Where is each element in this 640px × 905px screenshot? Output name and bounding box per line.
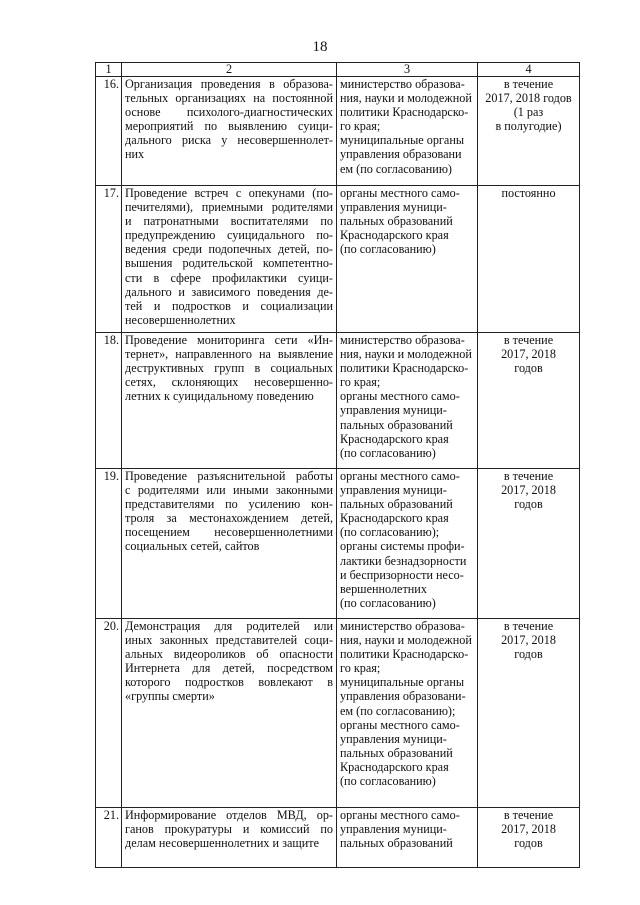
text-line: летних к суицидальному поведению xyxy=(125,389,314,404)
text-line: дального и зависимого поведения де- xyxy=(125,284,333,299)
text-line: троля за местонахождением детей, xyxy=(125,511,333,526)
text-line: годов xyxy=(514,836,543,851)
text-line: в течение xyxy=(503,469,554,483)
row-number: 21. xyxy=(96,808,122,868)
text-line: пальных образований xyxy=(340,745,453,760)
event-description xyxy=(122,808,337,868)
text-line: пальных образований xyxy=(340,836,453,851)
event-description xyxy=(122,77,337,186)
text-line: муниципальные органы xyxy=(340,675,465,690)
text-line: пальных образований xyxy=(340,497,453,512)
text-line: годов xyxy=(514,497,543,512)
row-number: 17. xyxy=(96,186,122,333)
table-row xyxy=(96,808,580,868)
text-line: (1 раз xyxy=(513,105,544,120)
text-line: сетях, склоняющих несовершенно- xyxy=(125,375,333,390)
text-line: политики Краснодарско- xyxy=(340,361,469,376)
column-header-event: 2 xyxy=(122,63,337,77)
text-line: органы системы профи- xyxy=(340,539,465,554)
text-line: ганов прокуратуры и комиссий по xyxy=(125,822,333,837)
text-line: 2017, 2018 xyxy=(501,822,556,837)
text-line: управления образовани xyxy=(340,147,462,162)
execution-term xyxy=(478,619,580,808)
measures-table xyxy=(95,62,580,868)
text-line: сти в сфере профилактики суици- xyxy=(125,270,333,285)
execution-term xyxy=(478,333,580,469)
text-line: го края; xyxy=(340,375,381,390)
text-line: постоянно xyxy=(501,186,556,200)
text-line: (по согласованию) xyxy=(340,595,436,610)
text-line: муниципальные органы xyxy=(340,133,465,148)
text-line: посещением несовершеннолетними xyxy=(125,525,333,540)
text-line: Краснодарского края xyxy=(340,431,449,446)
text-line: 2017, 2018 xyxy=(501,483,556,498)
column-header-responsible: 3 xyxy=(337,63,478,77)
text-line: в полугодие) xyxy=(495,119,562,134)
responsible-executors xyxy=(337,469,478,619)
text-line: министерство образова- xyxy=(340,77,465,91)
column-header-number: 1 xyxy=(96,63,122,77)
text-line: управления муници- xyxy=(340,483,447,498)
text-line: дального риска у несовершеннолет- xyxy=(125,133,333,148)
text-line: управления муници- xyxy=(340,822,447,837)
text-line: Демонстрация для родителей или xyxy=(125,619,333,633)
text-line: Проведение встреч с опекунами (по- xyxy=(125,186,333,200)
text-line: ния, науки и молодежной xyxy=(340,633,472,648)
text-line: органы местного само- xyxy=(340,808,460,822)
text-line: пальных образований xyxy=(340,417,453,432)
execution-term xyxy=(478,186,580,333)
text-line: управления образовани- xyxy=(340,689,466,704)
text-line: печителями), приемными родителями xyxy=(125,200,333,215)
responsible-executors xyxy=(337,619,478,808)
execution-term xyxy=(478,469,580,619)
text-line: тей и подростков и социализации xyxy=(125,298,333,313)
text-line: Краснодарского края xyxy=(340,228,449,243)
table-row xyxy=(96,186,580,333)
text-line: 2017, 2018 xyxy=(501,347,556,362)
event-description xyxy=(122,186,337,333)
text-line: (по согласованию) xyxy=(340,242,436,257)
text-line: Информирование отделов МВД, ор- xyxy=(125,808,333,822)
text-line: в течение xyxy=(503,77,554,91)
event-description xyxy=(122,619,337,808)
text-line: ведения среди подопечных детей, по- xyxy=(125,242,333,257)
text-line: Интернета для детей, посредством xyxy=(125,661,333,676)
text-line: ния, науки и молодежной xyxy=(340,91,472,106)
text-line: (по согласованию) xyxy=(340,774,436,789)
text-line: социальных сетей, сайтов xyxy=(125,539,260,554)
text-line: годов xyxy=(514,647,543,662)
text-line: управления муници- xyxy=(340,200,447,215)
text-line: ния, науки и молодежной xyxy=(340,347,472,362)
execution-term xyxy=(478,77,580,186)
text-line: лактики безнадзорности xyxy=(340,553,467,568)
text-line: органы местного само- xyxy=(340,717,460,732)
text-line: которого подростков вовлекают в xyxy=(125,675,333,690)
text-line: министерство образова- xyxy=(340,619,465,633)
text-line: в течение xyxy=(503,333,554,347)
responsible-executors xyxy=(337,186,478,333)
text-line: мероприятий по выявлению суици- xyxy=(125,119,333,134)
table-row xyxy=(96,619,580,808)
text-line: 2017, 2018 годов xyxy=(485,91,572,106)
text-line: основе психолого-диагностических xyxy=(125,105,333,120)
text-line: в течение xyxy=(503,808,554,822)
text-line: с родителями или иными законными xyxy=(125,483,333,498)
text-line: и беспризорности несо- xyxy=(340,567,464,582)
text-line: пальных образований xyxy=(340,214,453,229)
responsible-executors xyxy=(337,333,478,469)
text-line: и патронатными воспитателями по xyxy=(125,214,333,229)
text-line: (по согласованию) xyxy=(340,445,436,460)
row-number: 20. xyxy=(96,619,122,808)
event-description xyxy=(122,469,337,619)
text-line: альных видеороликов об опасности xyxy=(125,647,333,662)
text-line: Краснодарского края xyxy=(340,511,449,526)
text-line: управления муници- xyxy=(340,731,447,746)
text-line: вершеннолетних xyxy=(340,581,427,596)
text-line: в течение xyxy=(503,619,554,633)
text-line: предупреждению суицидального по- xyxy=(125,228,333,243)
text-line: них xyxy=(125,147,145,162)
page-number: 18 xyxy=(312,39,328,55)
text-line: несовершеннолетних xyxy=(125,312,236,327)
text-line: вышения родительской компетентно- xyxy=(125,256,333,271)
table-header-row xyxy=(96,63,580,77)
text-line: Проведение разъяснительной работы xyxy=(125,469,333,483)
text-line: (по согласованию); xyxy=(340,525,440,540)
text-line: ем (по согласованию) xyxy=(340,161,452,176)
text-line: тельных организациях на постоянной xyxy=(125,91,333,106)
text-line: тернет», направленного на выявление xyxy=(125,347,333,362)
execution-term xyxy=(478,808,580,868)
text-line: Краснодарского края xyxy=(340,759,449,774)
responsible-executors xyxy=(337,77,478,186)
text-line: управления муници- xyxy=(340,403,447,418)
text-line: го края; xyxy=(340,661,381,676)
responsible-executors xyxy=(337,808,478,868)
text-line: деструктивных групп в социальных xyxy=(125,361,333,376)
text-line: органы местного само- xyxy=(340,469,460,483)
text-line: го края; xyxy=(340,119,381,134)
text-line: Проведение мониторинга сети «Ин- xyxy=(125,333,333,347)
text-line: политики Краснодарско- xyxy=(340,647,469,662)
event-description xyxy=(122,333,337,469)
row-number: 18. xyxy=(96,333,122,469)
text-line: Организация проведения в образова- xyxy=(125,77,333,91)
column-header-term: 4 xyxy=(478,63,580,77)
text-line: представителями по усилению кон- xyxy=(125,497,333,512)
text-line: 2017, 2018 xyxy=(501,633,556,648)
table-row xyxy=(96,77,580,186)
row-number: 19. xyxy=(96,469,122,619)
text-line: делам несовершеннолетних и защите xyxy=(125,836,319,851)
text-line: политики Краснодарско- xyxy=(340,105,469,120)
text-line: ем (по согласованию); xyxy=(340,703,456,718)
text-line: годов xyxy=(514,361,543,376)
table-row xyxy=(96,469,580,619)
table-row xyxy=(96,333,580,469)
text-line: органы местного само- xyxy=(340,389,460,404)
text-line: иных законных представителей соци- xyxy=(125,633,333,648)
row-number: 16. xyxy=(96,77,122,186)
text-line: министерство образова- xyxy=(340,333,465,347)
text-line: «группы смерти» xyxy=(125,689,215,704)
text-line: органы местного само- xyxy=(340,186,460,200)
